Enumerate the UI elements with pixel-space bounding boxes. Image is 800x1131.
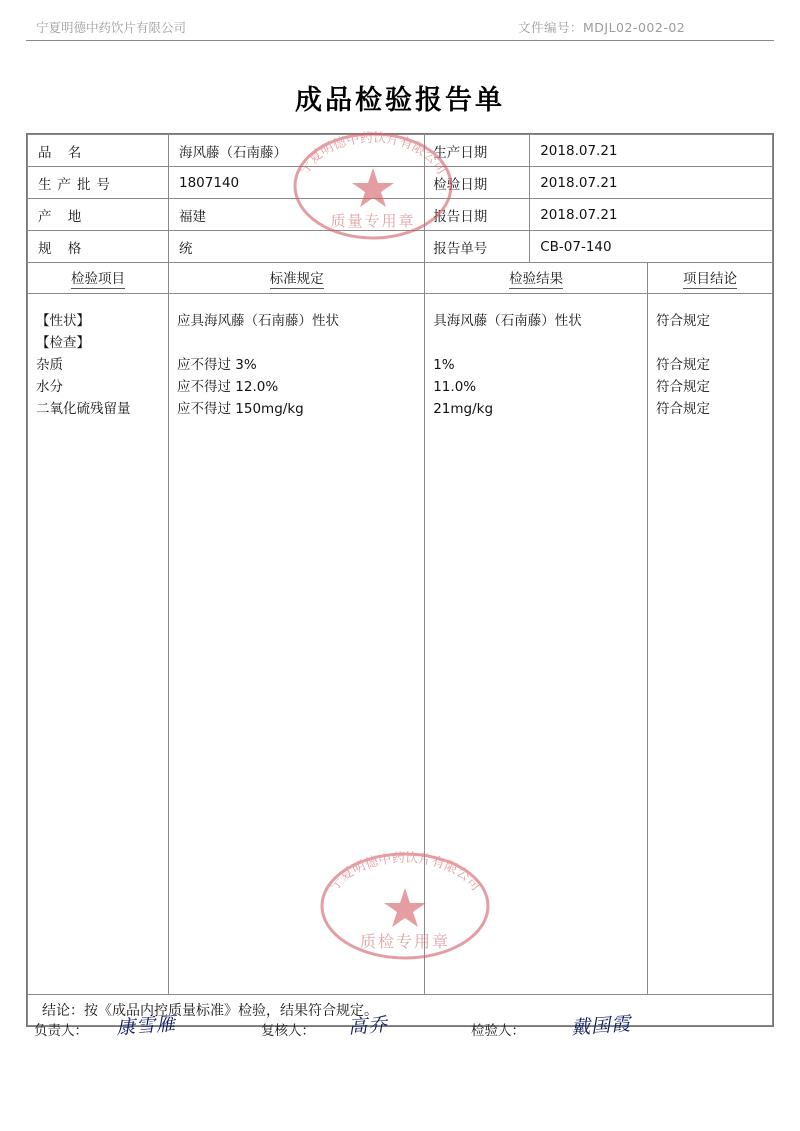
inspection-standards-cell [169,294,425,995]
inspection-conclusion: 符合规定 [656,401,710,417]
info-value: 1807140 [169,167,425,199]
inspection-result [433,332,639,354]
inspection-standard: 应不得过 150mg/kg [177,401,304,417]
reviewer-label: 复核人： [261,1023,315,1039]
column-header-standard-text: 标准规定 [270,267,324,289]
responsible-label: 负责人： [34,1023,88,1039]
inspection-conclusion: 符合规定 [656,313,710,329]
inspection-item: 【性状】 [36,313,90,329]
responsible-signature: 康雪雁 [115,1012,177,1040]
table-row [28,167,773,199]
info-label: 产 地 [28,199,169,231]
inspection-standard [177,332,416,354]
svg-text:质量专用章: 质量专用章 [330,212,416,230]
info-value-2: 2018.07.21 [530,167,773,199]
inspection-conclusions-cell [648,294,773,995]
svg-text:宁夏明德中药饮片有限公司: 宁夏明德中药饮片有限公司 [327,850,483,894]
conclusion-text: 结论：按《成品内控质量标准》检验，结果符合规定。 [28,995,773,1026]
inspection-result: 具海风藤（石南藤）性状 [433,313,582,329]
column-header-conclusion-text: 项目结论 [683,267,737,289]
column-header-result-text: 检验结果 [509,267,563,289]
inspection-item: 杂质 [36,357,63,373]
inspection-conclusion: 符合规定 [656,379,710,395]
inspection-body-row [28,294,773,995]
info-label: 品 名 [28,135,169,167]
inspector-label: 检验人： [471,1023,525,1039]
column-header-item [28,263,169,294]
column-header-standard [169,263,425,294]
column-header-conclusion [648,263,773,294]
info-value-2: 2018.07.21 [530,135,773,167]
inspection-item: 水分 [36,379,63,395]
info-label: 生产批号 [28,167,169,199]
column-header-result [425,263,648,294]
info-value-2: 2018.07.21 [530,199,773,231]
inspector-signature: 戴国霞 [570,1012,632,1040]
document-code: 文件编号：MDJL02-002-02 [518,20,686,35]
info-label-2: 报告日期 [425,199,530,231]
page-header-strip [28,18,772,40]
inspection-results-cell [425,294,648,995]
info-value: 统 [169,231,425,263]
inspection-standard: 应不得过 12.0% [177,379,279,395]
signature-footer [26,1013,774,1053]
inspection-conclusion [656,332,764,354]
info-value-2: CB-07-140 [530,231,773,263]
header-divider [26,40,774,41]
inspection-items-cell [28,294,169,995]
page-title: 成品检验报告单 [295,85,505,116]
company-name: 宁夏明德中药饮片有限公司 [36,20,187,35]
info-value: 福建 [169,199,425,231]
inspection-standard: 应具海风藤（石南藤）性状 [177,313,339,329]
inspection-item: 二氧化硫残留量 [36,401,131,417]
svg-text:宁夏明德中药饮片有限公司: 宁夏明德中药饮片有限公司 [297,130,449,178]
reviewer-signature: 高乔 [347,1013,389,1039]
info-label-2: 报告单号 [425,231,530,263]
inspection-item: 【检查】 [36,335,90,351]
info-label: 规 格 [28,231,169,263]
inspection-standard: 应不得过 3% [177,357,257,373]
info-value: 海风藤（石南藤） [169,135,425,167]
table-row [28,199,773,231]
column-header-item-text: 检验项目 [71,267,125,289]
inspection-header-row [28,263,773,294]
table-row [28,135,773,167]
inspection-result: 21mg/kg [433,401,494,417]
info-label-2: 生产日期 [425,135,530,167]
table-row [28,231,773,263]
info-label-2: 检验日期 [425,167,530,199]
svg-text:质检专用章: 质检专用章 [359,932,451,951]
inspection-result: 11.0% [433,379,477,395]
report-table [26,130,774,1027]
inspection-conclusion: 符合规定 [656,357,710,373]
inspection-result: 1% [433,357,455,373]
